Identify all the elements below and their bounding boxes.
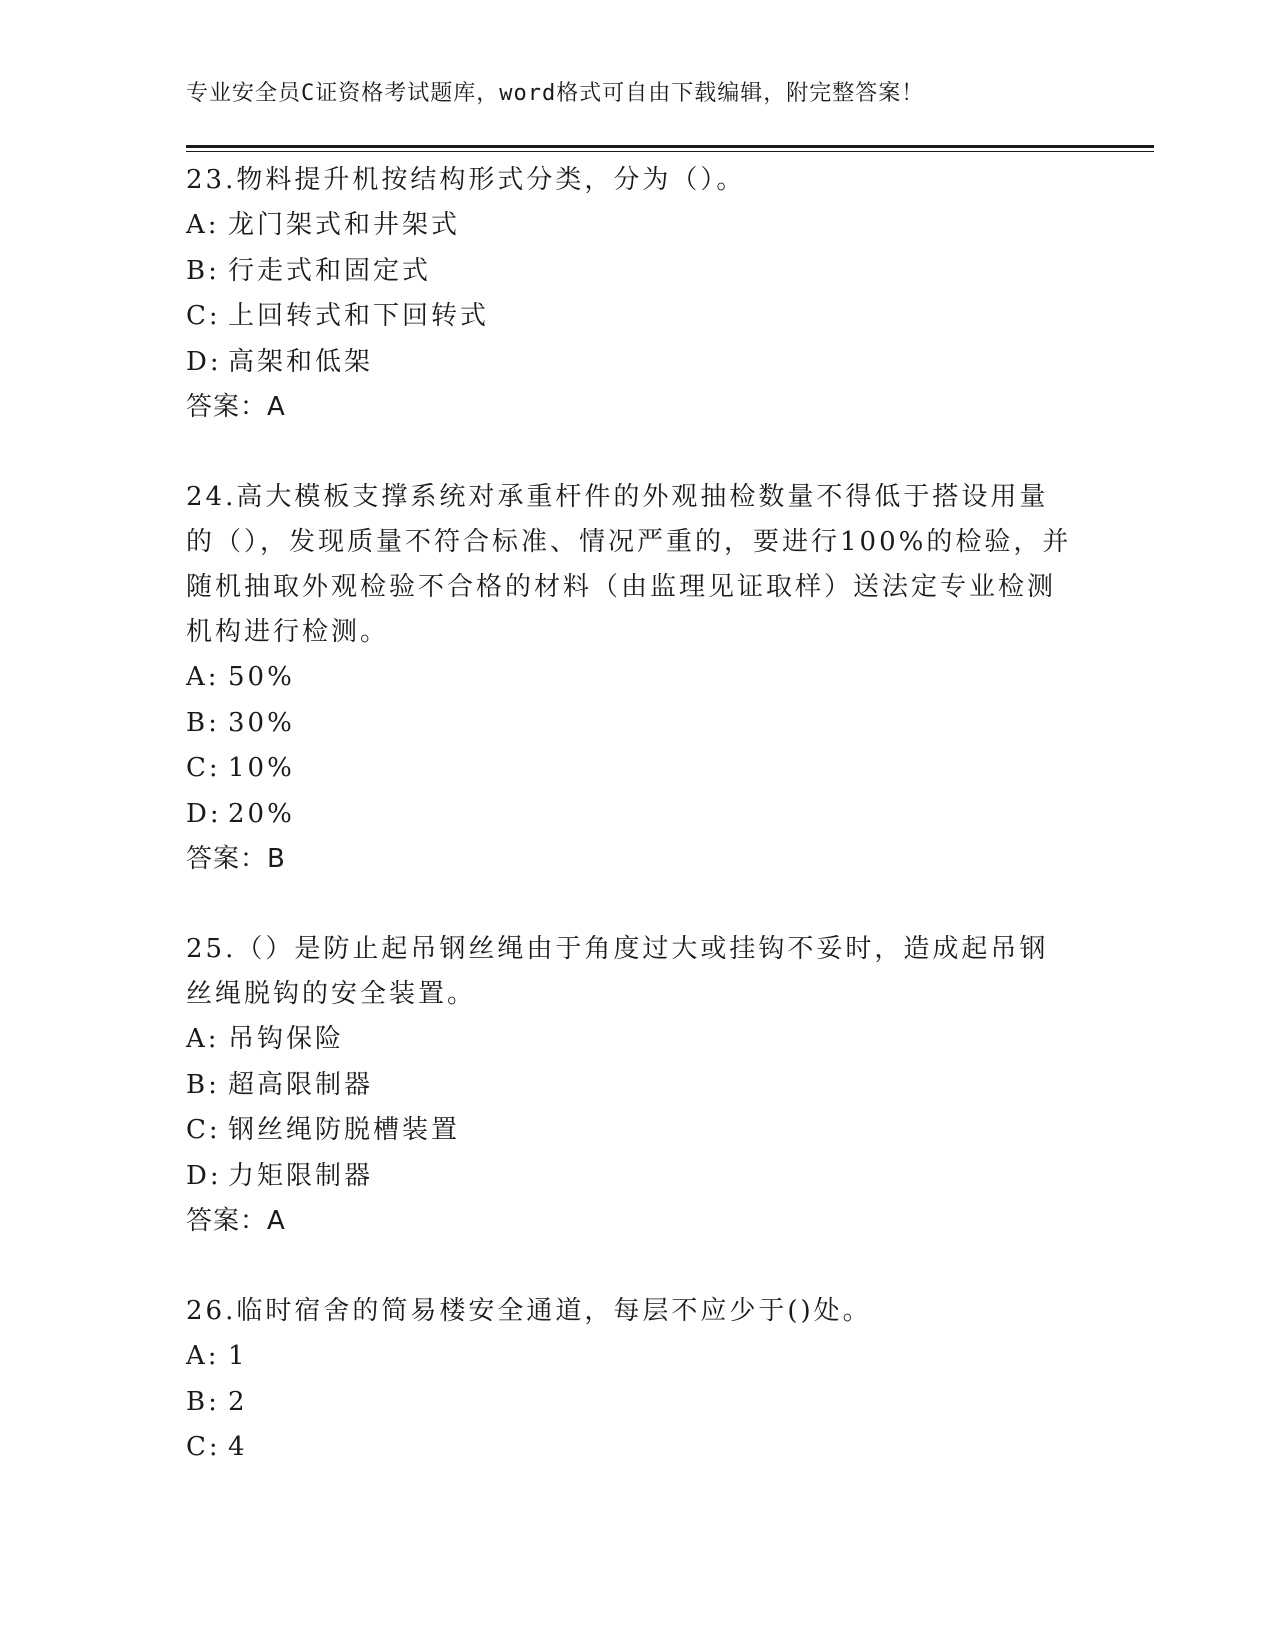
question-stem: 26.临时宿舍的简易楼安全通道，每层不应少于()处。	[186, 1296, 872, 1326]
question-list	[186, 158, 1076, 1517]
option-letter: B:	[186, 707, 220, 738]
option-text: 10%	[228, 753, 295, 783]
option-letter: C:	[186, 1115, 221, 1145]
option-c	[186, 294, 1076, 340]
question-25	[186, 927, 1076, 1243]
option-text: 4	[228, 1432, 248, 1462]
option-b	[186, 1063, 1076, 1109]
question-stem: 24.高大模板支撑系统对承重杆件的外观抽检数量不得低于搭设用量的（），发现质量不符合标准、情况严重的，要进行100%的检验，并随机抽取外观检验不合格的材料（由监理见证取样）送法定专业检测机构进行检测。	[186, 482, 1072, 647]
option-text: 20%	[228, 798, 295, 829]
option-letter: A:	[186, 1341, 220, 1371]
answer-line: 答案：A	[186, 392, 286, 422]
question-stem: 25.（）是防止起吊钢丝绳由于角度过大或挂钩不妥时，造成起吊钢丝绳脱钩的安全装置。	[186, 934, 1049, 1009]
option-text: 力矩限制器	[228, 1160, 374, 1191]
option-text: 超高限制器	[228, 1069, 374, 1100]
option-text: 吊钩保险	[228, 1024, 345, 1054]
question-stem: 23.物料提升机按结构形式分类，分为（）。	[186, 165, 746, 195]
answer-line: 答案：B	[186, 844, 286, 874]
header-rule-thick	[186, 145, 1154, 148]
option-d	[186, 340, 1076, 386]
option-text: 50%	[228, 662, 295, 692]
option-a	[186, 203, 1076, 249]
option-letter: C:	[186, 753, 221, 783]
option-d	[186, 792, 1076, 838]
answer-line: 答案：A	[186, 1206, 286, 1236]
option-c	[186, 1425, 1076, 1471]
option-text: 1	[228, 1341, 248, 1371]
question-26	[186, 1289, 1076, 1471]
document-header: 专业安全员C证资格考试题库，word格式可自由下载编辑，附完整答案！	[186, 81, 925, 106]
option-c	[186, 1108, 1076, 1154]
option-text: 行走式和固定式	[228, 255, 432, 286]
option-letter: D:	[186, 1160, 222, 1191]
header-rule-thin	[186, 151, 1154, 152]
question-24	[186, 475, 1076, 881]
option-letter: B:	[186, 255, 220, 286]
option-letter: A:	[186, 662, 220, 692]
option-letter: C:	[186, 301, 221, 331]
option-text: 高架和低架	[228, 346, 374, 377]
option-letter: A:	[186, 210, 220, 240]
option-b	[186, 249, 1076, 295]
option-d	[186, 1154, 1076, 1200]
option-letter: C:	[186, 1432, 221, 1462]
option-a	[186, 1017, 1076, 1063]
option-text: 龙门架式和井架式	[228, 210, 461, 240]
option-a	[186, 1334, 1076, 1380]
option-letter: B:	[186, 1386, 220, 1417]
question-23	[186, 158, 1076, 429]
option-letter: A:	[186, 1024, 220, 1054]
option-c	[186, 746, 1076, 792]
option-text: 钢丝绳防脱槽装置	[228, 1115, 461, 1145]
option-a	[186, 655, 1076, 701]
option-letter: D:	[186, 798, 222, 829]
option-b	[186, 1380, 1076, 1426]
option-text: 30%	[228, 707, 295, 738]
option-text: 2	[228, 1386, 248, 1417]
option-letter: D:	[186, 346, 222, 377]
option-text: 上回转式和下回转式	[228, 301, 490, 331]
option-letter: B:	[186, 1069, 220, 1100]
option-b	[186, 701, 1076, 747]
